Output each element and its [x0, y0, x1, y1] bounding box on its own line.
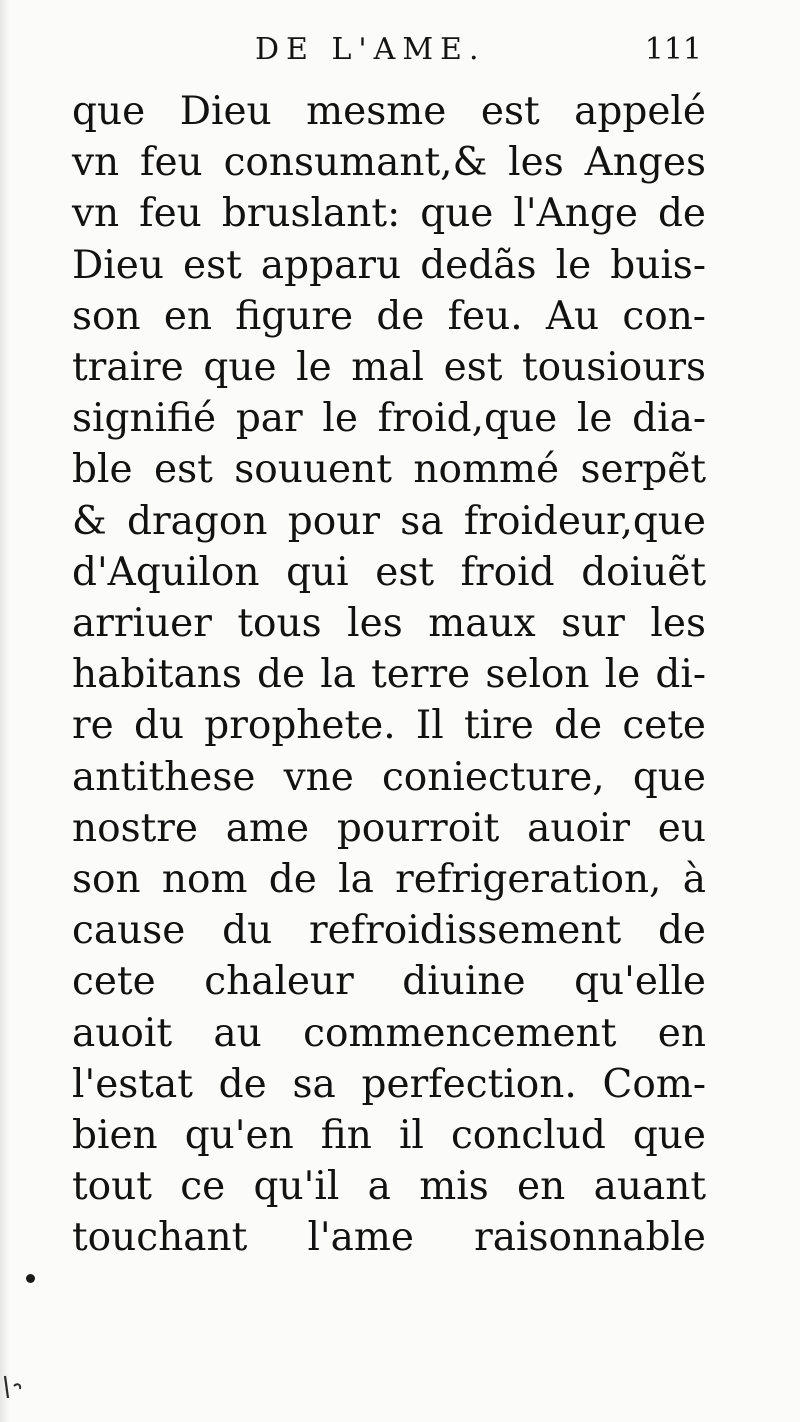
text-line: cause du refroidissement de: [72, 908, 706, 954]
text-line: habitans de la terre selon le di-: [72, 652, 706, 698]
text-line: vn feu consumant,& les Anges: [72, 140, 706, 186]
page-gutter-shadow: [0, 0, 10, 1422]
text-line: d'Aquilon qui est froid doiuẽt: [72, 549, 706, 595]
text-line: signifié par le froid,que le dia-: [72, 396, 706, 442]
text-line: touchant l'ame raisonnable: [72, 1215, 706, 1261]
text-line: son en figure de feu. Au con-: [72, 293, 706, 339]
text-line: traire que le mal est tousiours: [72, 345, 706, 391]
page-number: 111: [644, 32, 702, 67]
text-line: son nom de la refrigeration, à: [72, 857, 706, 903]
text-line: re du prophete. Il tire de cete: [72, 703, 706, 749]
text-line: tout ce qu'il a mis en auant: [72, 1164, 706, 1210]
text-line: que Dieu mesme est appelé: [72, 89, 706, 134]
running-title: DE L'AME.: [255, 32, 486, 67]
body-text: [72, 86, 706, 1264]
text-line: l'estat de sa perfection. Com-: [72, 1061, 706, 1107]
text-line: cete chaleur diuine qu'elle: [72, 959, 706, 1005]
text-line: antithese vne coniecture, que: [72, 754, 706, 800]
text-line: arriuer tous les maux sur les: [72, 601, 706, 647]
ink-spot: [26, 1274, 35, 1283]
page-header: [0, 30, 800, 82]
text-line: ble est souuent nommé serpẽt: [72, 447, 706, 493]
margin-mark: [2, 1372, 24, 1402]
text-line: bien qu'en fin il conclud que: [72, 1113, 706, 1159]
text-line: Dieu est apparu dedãs le buis-: [72, 242, 706, 288]
text-line: vn feu bruslant: que l'Ange de: [72, 191, 706, 237]
text-line: auoit au commencement en: [72, 1010, 706, 1056]
text-line: nostre ame pourroit auoir eu: [72, 805, 706, 851]
text-line: & dragon pour sa froideur,que: [72, 498, 706, 544]
